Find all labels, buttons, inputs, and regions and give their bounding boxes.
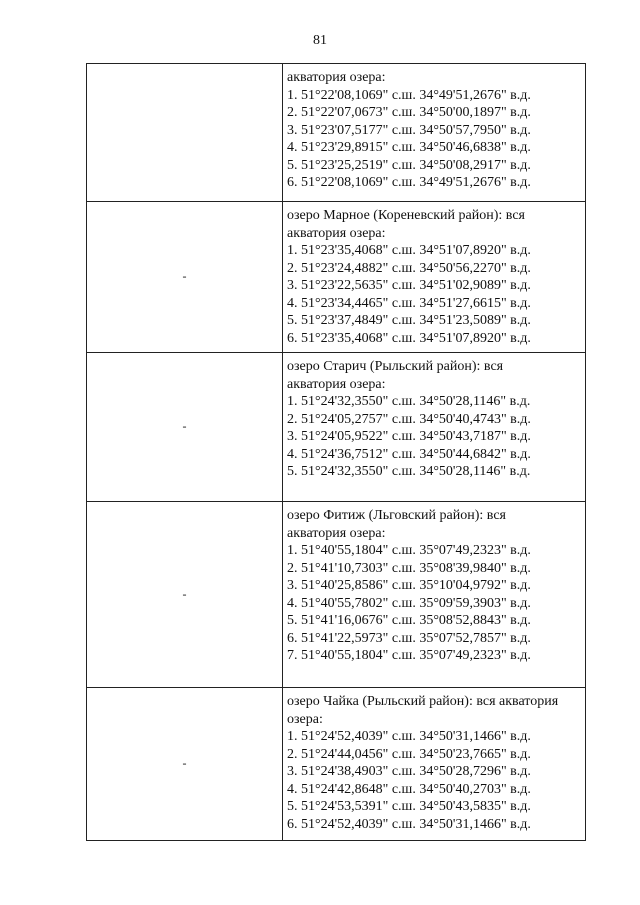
table-row: [87, 353, 586, 502]
text-line: 6. 51°22'08,1069" с.ш. 34°49'51,2676" в.д.: [287, 175, 531, 190]
text-line: 3. 51°23'22,5635" с.ш. 34°51'02,9089" в.д.: [287, 278, 531, 293]
text-line: 5. 51°23'37,4849" с.ш. 34°51'23,5089" в.д.: [287, 313, 531, 328]
table-row: [87, 502, 586, 688]
text-line: озеро Старич (Рыльский район): вся: [287, 359, 504, 374]
right-cell: [283, 64, 586, 202]
left-cell: [87, 64, 283, 202]
left-cell: [87, 502, 283, 688]
cell-text: [283, 688, 585, 833]
left-cell: [87, 353, 283, 502]
cell-text: [283, 353, 585, 481]
text-line: акватория озера:: [287, 525, 386, 541]
cell-text: [283, 64, 585, 192]
text-line: 5. 51°23'25,2519" с.ш. 34°50'08,2917" в.д.: [287, 157, 531, 173]
left-cell-text: -: [182, 419, 187, 433]
text-line: 4. 51°40'55,7802" с.ш. 35°09'59,3903" в.д.: [287, 595, 531, 611]
text-line: 1. 51°24'32,3550" с.ш. 34°50'28,1146" в.д.: [287, 394, 531, 409]
text-line: 1. 51°40'55,1804" с.ш. 35°07'49,2323" в.д.: [287, 543, 531, 558]
text-line: акватория озера:: [287, 225, 386, 241]
text-line: 3. 51°24'05,9522" с.ш. 34°50'43,7187" в.д.: [287, 429, 531, 444]
cell-text: [283, 202, 585, 347]
text-line: 1. 51°23'35,4068" с.ш. 34°51'07,8920" в.д.: [287, 243, 531, 258]
text-line: озеро Чайка (Рыльский район): вся акватория: [287, 694, 559, 709]
text-line: 3. 51°40'25,8586" с.ш. 35°10'04,9792" в.д.: [287, 578, 531, 593]
left-cell: [87, 688, 283, 841]
text-line: акватория озера:: [287, 376, 386, 392]
left-cell: [87, 202, 283, 353]
table-row: [87, 64, 586, 202]
table-row: [87, 688, 586, 841]
left-cell-text: -: [182, 586, 187, 601]
text-line: 6. 51°23'35,4068" с.ш. 34°51'07,8920" в.д.: [287, 330, 531, 346]
left-cell-text: -: [182, 756, 187, 770]
text-line: 4. 51°23'29,8915" с.ш. 34°50'46,6838" в.д.: [287, 140, 531, 155]
text-line: 2. 51°23'24,4882" с.ш. 34°50'56,2270" в.д.: [287, 260, 531, 276]
text-line: озера:: [287, 711, 323, 727]
text-line: 2. 51°24'05,2757" с.ш. 34°50'40,4743" в.д.: [287, 411, 531, 427]
text-line: 5. 51°24'53,5391" с.ш. 34°50'43,5835" в.д.: [287, 799, 531, 814]
left-cell-text: -: [182, 269, 187, 283]
text-line: озеро Фитиж (Льговский район): вся: [287, 508, 506, 523]
text-line: 4. 51°24'36,7512" с.ш. 34°50'44,6842" в.д.: [287, 446, 531, 462]
text-line: 2. 51°41'10,7303" с.ш. 35°08'39,9840" в.д.: [287, 560, 531, 576]
text-line: акватория озера:: [287, 70, 386, 85]
text-line: 2. 51°22'07,0673" с.ш. 34°50'00,1897" в.д.: [287, 105, 531, 120]
text-line: 4. 51°23'34,4465" с.ш. 34°51'27,6615" в.д.: [287, 295, 531, 311]
text-line: 1. 51°24'52,4039" с.ш. 34°50'31,1466" в.д.: [287, 729, 531, 744]
right-cell: [283, 688, 586, 841]
text-line: 2. 51°24'44,0456" с.ш. 34°50'23,7665" в.д.: [287, 746, 531, 762]
text-line: 3. 51°23'07,5177" с.ш. 34°50'57,7950" в.д.: [287, 122, 531, 138]
coordinates-table: [86, 63, 586, 841]
text-line: 4. 51°24'42,8648" с.ш. 34°50'40,2703" в.д.: [287, 781, 531, 797]
text-line: 6. 51°24'52,4039" с.ш. 34°50'31,1466" в.д.: [287, 816, 531, 832]
right-cell: [283, 502, 586, 688]
text-line: озеро Марное (Кореневский район): вся: [287, 208, 525, 223]
table-row: [87, 202, 586, 353]
right-cell: [283, 353, 586, 502]
text-line: 7. 51°40'55,1804" с.ш. 35°07'49,2323" в.д.: [287, 648, 531, 663]
right-cell: [283, 202, 586, 353]
text-line: 6. 51°41'22,5973" с.ш. 35°07'52,7857" в.д.: [287, 630, 531, 646]
text-line: 5. 51°41'16,0676" с.ш. 35°08'52,8843" в.д.: [287, 613, 531, 628]
text-line: 1. 51°22'08,1069" с.ш. 34°49'51,2676" в.д.: [287, 87, 531, 103]
text-line: 3. 51°24'38,4903" с.ш. 34°50'28,7296" в.д.: [287, 764, 531, 779]
cell-text: [283, 502, 585, 665]
page-number: 81: [313, 33, 327, 48]
text-line: 5. 51°24'32,3550" с.ш. 34°50'28,1146" в.д.: [287, 464, 531, 479]
